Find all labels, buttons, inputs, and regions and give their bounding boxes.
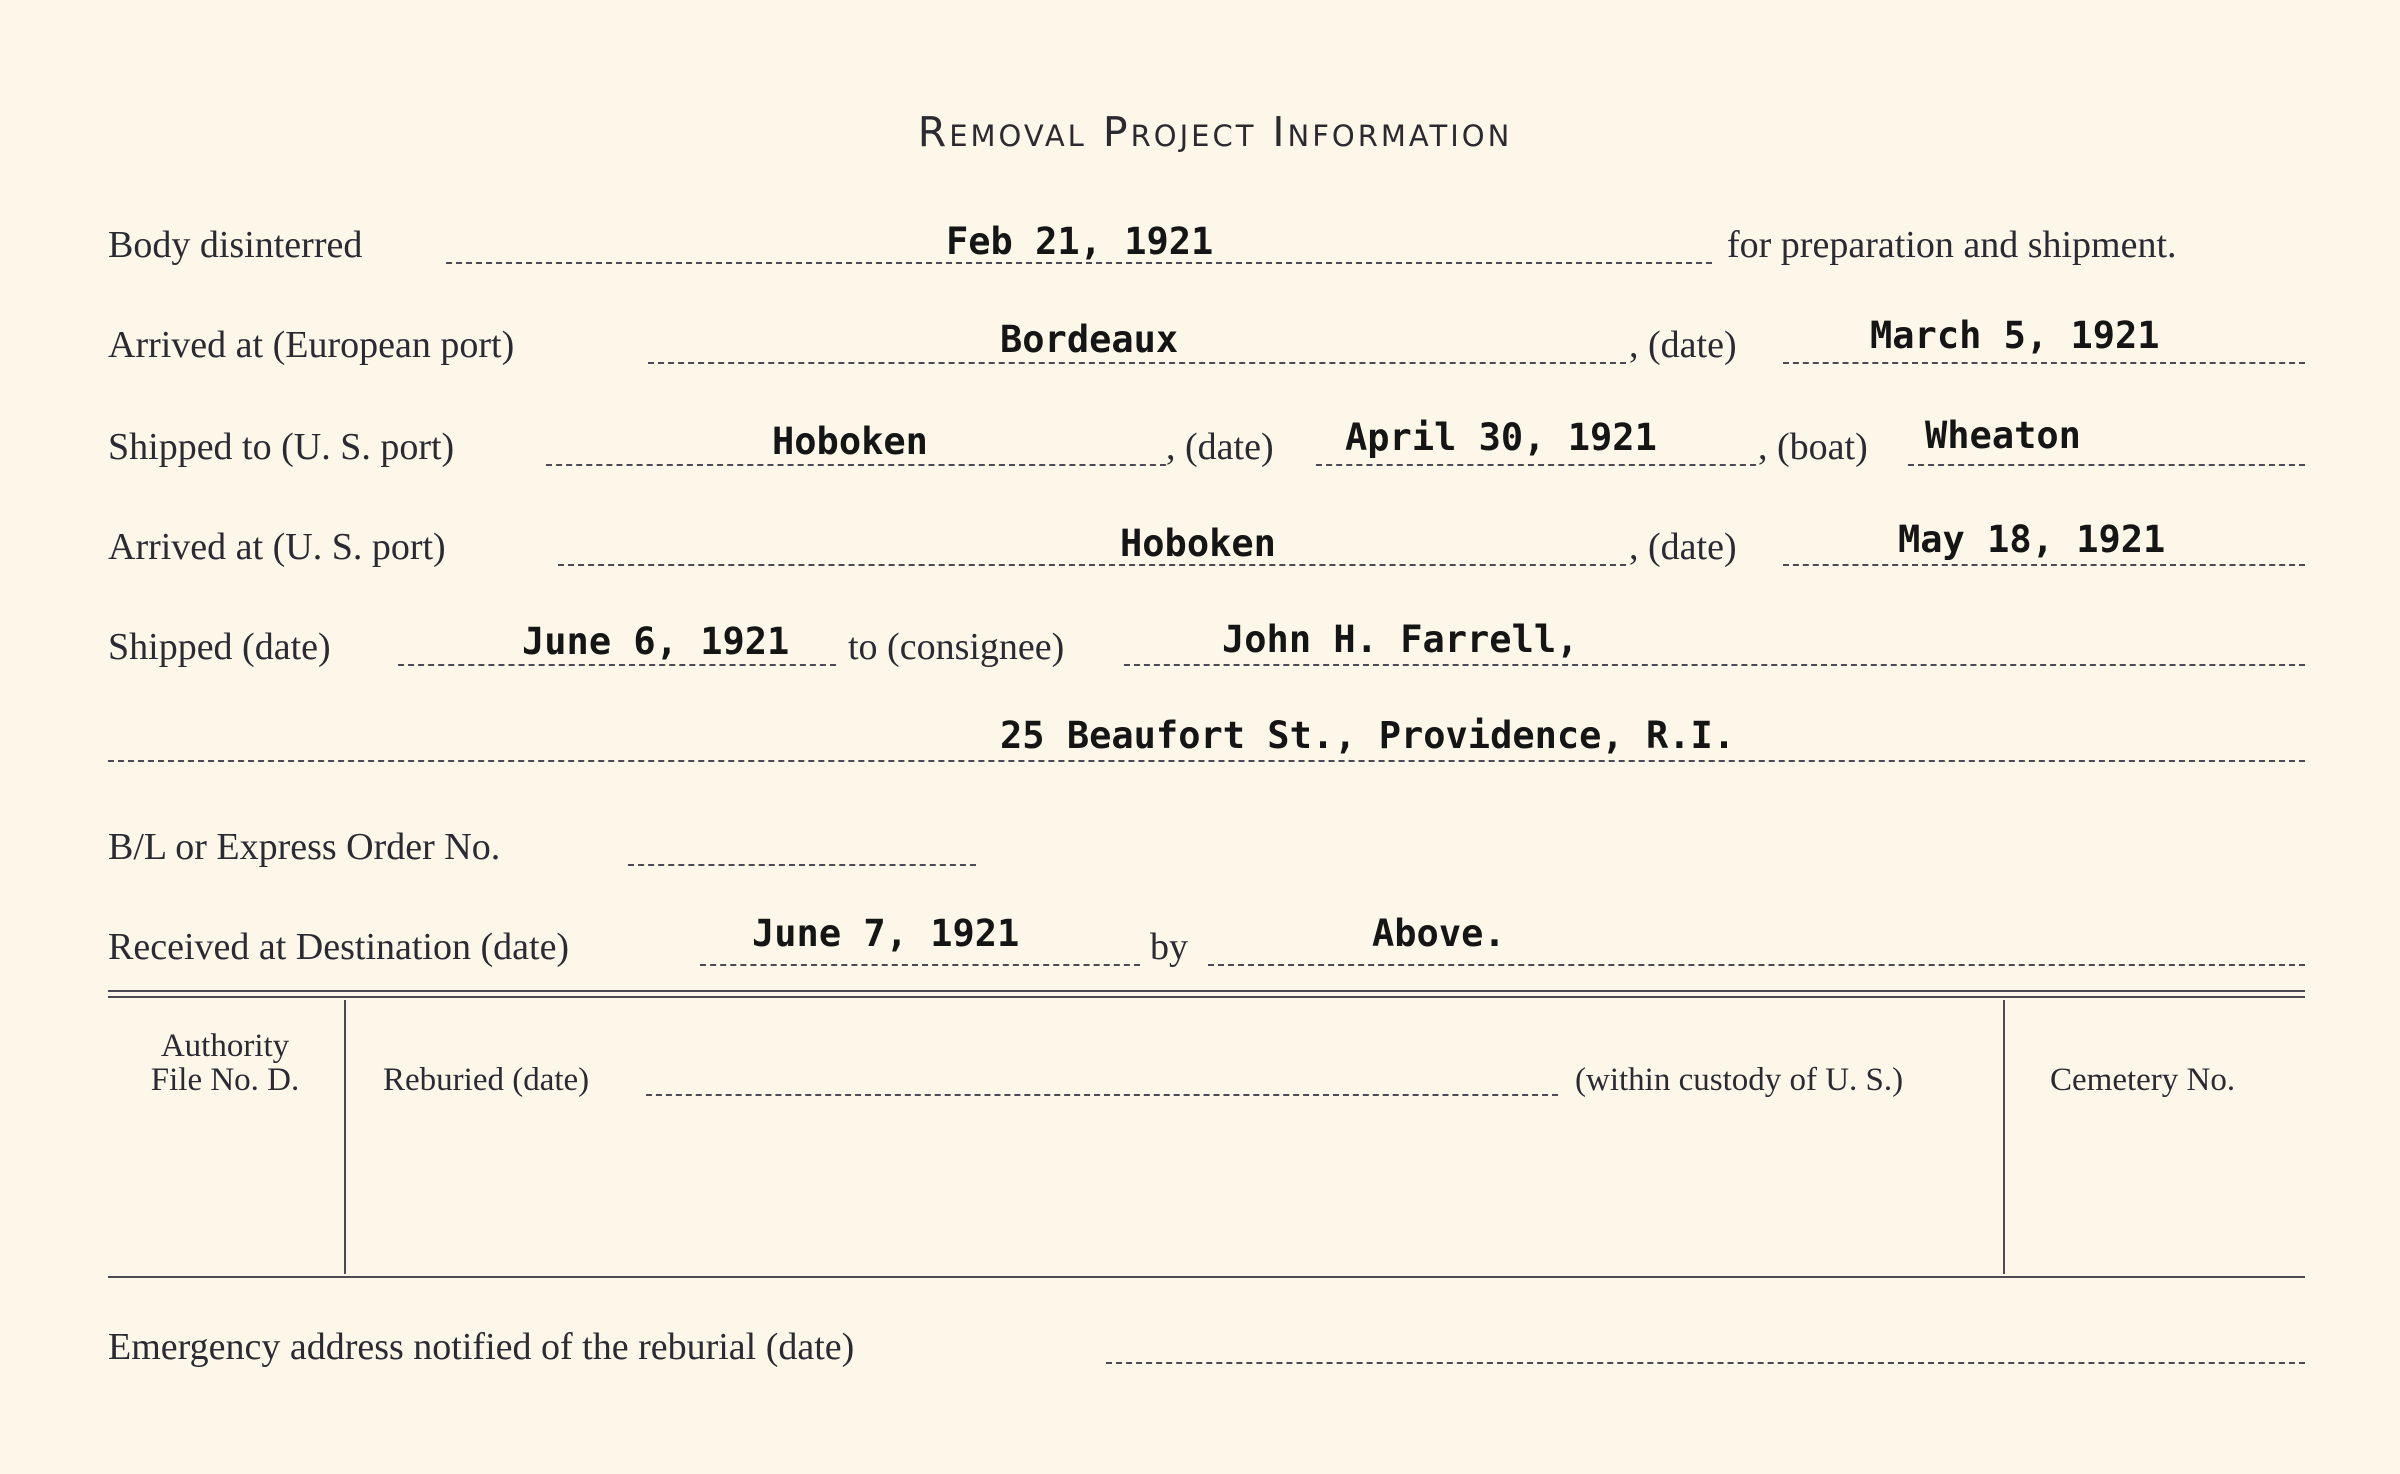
received-by-line: [1208, 964, 2305, 966]
shipped-us-port: Hoboken: [772, 420, 928, 463]
received-line: [700, 964, 1140, 966]
authority-label-line2: File No. D.: [150, 1062, 300, 1098]
box-top-rule-outer: [108, 990, 2305, 992]
bl-label: B/L or Express Order No.: [108, 826, 501, 868]
arrived-us-port: Hoboken: [1120, 522, 1276, 565]
reburied-label: Reburied (date): [383, 1062, 590, 1098]
received-label: Received at Destination (date): [108, 926, 570, 968]
european-port-date: March 5, 1921: [1870, 314, 2160, 357]
shipped-us-date-line: [1316, 464, 1756, 466]
disinterred-label: Body disinterred: [108, 224, 363, 266]
emergency-label: Emergency address notified of the reburial (date): [108, 1326, 855, 1368]
received-by-label: by: [1150, 926, 1188, 968]
bl-line: [628, 864, 976, 866]
consignee-label: to (consignee): [848, 626, 1065, 668]
reburied-line: [646, 1094, 1558, 1096]
address-line: [108, 760, 2305, 762]
boat-value: Wheaton: [1925, 414, 2081, 457]
boat-line: [1908, 464, 2305, 466]
boat-label: , (boat): [1758, 426, 1868, 468]
box-top-rule-inner: [108, 996, 2305, 998]
disinterred-date: Feb 21, 1921: [946, 220, 1214, 263]
box-bottom-rule: [108, 1276, 2305, 1278]
shipped-date-line: [398, 664, 836, 666]
consignee-address: 25 Beaufort St., Providence, R.I.: [1000, 714, 1736, 757]
box-divider-left: [344, 1000, 346, 1274]
european-port-label: Arrived at (European port): [108, 324, 515, 366]
box-divider-right: [2003, 1000, 2005, 1274]
shipped-us-line: [546, 464, 1166, 466]
received-by: Above.: [1372, 912, 1506, 955]
european-port-date-line: [1783, 362, 2305, 364]
arrived-us-label: Arrived at (U. S. port): [108, 526, 446, 568]
disinterred-suffix: for preparation and shipment.: [1727, 224, 2177, 266]
custody-label: (within custody of U. S.): [1575, 1062, 1904, 1098]
shipped-date: June 6, 1921: [522, 620, 790, 663]
consignee-line: [1124, 664, 2305, 666]
emergency-line: [1106, 1362, 2305, 1364]
arrived-us-date-label: , (date): [1629, 526, 1737, 568]
european-port-date-label: , (date): [1629, 324, 1737, 366]
european-port-line: [648, 362, 1626, 364]
arrived-us-line: [558, 564, 1626, 566]
arrived-us-date: May 18, 1921: [1898, 518, 2166, 561]
received-date: June 7, 1921: [752, 912, 1020, 955]
shipped-us-date: April 30, 1921: [1345, 416, 1657, 459]
european-port-value: Bordeaux: [1000, 318, 1179, 361]
arrived-us-date-line: [1783, 564, 2305, 566]
card-title: Removal Project Information: [917, 108, 1513, 156]
shipped-us-date-label: , (date): [1166, 426, 1274, 468]
shipped-us-label: Shipped to (U. S. port): [108, 426, 455, 468]
cemetery-label: Cemetery No.: [2050, 1062, 2236, 1098]
consignee-name: John H. Farrell,: [1222, 618, 1579, 661]
shipped-date-label: Shipped (date): [108, 626, 331, 668]
authority-label-line1: Authority: [160, 1028, 290, 1064]
